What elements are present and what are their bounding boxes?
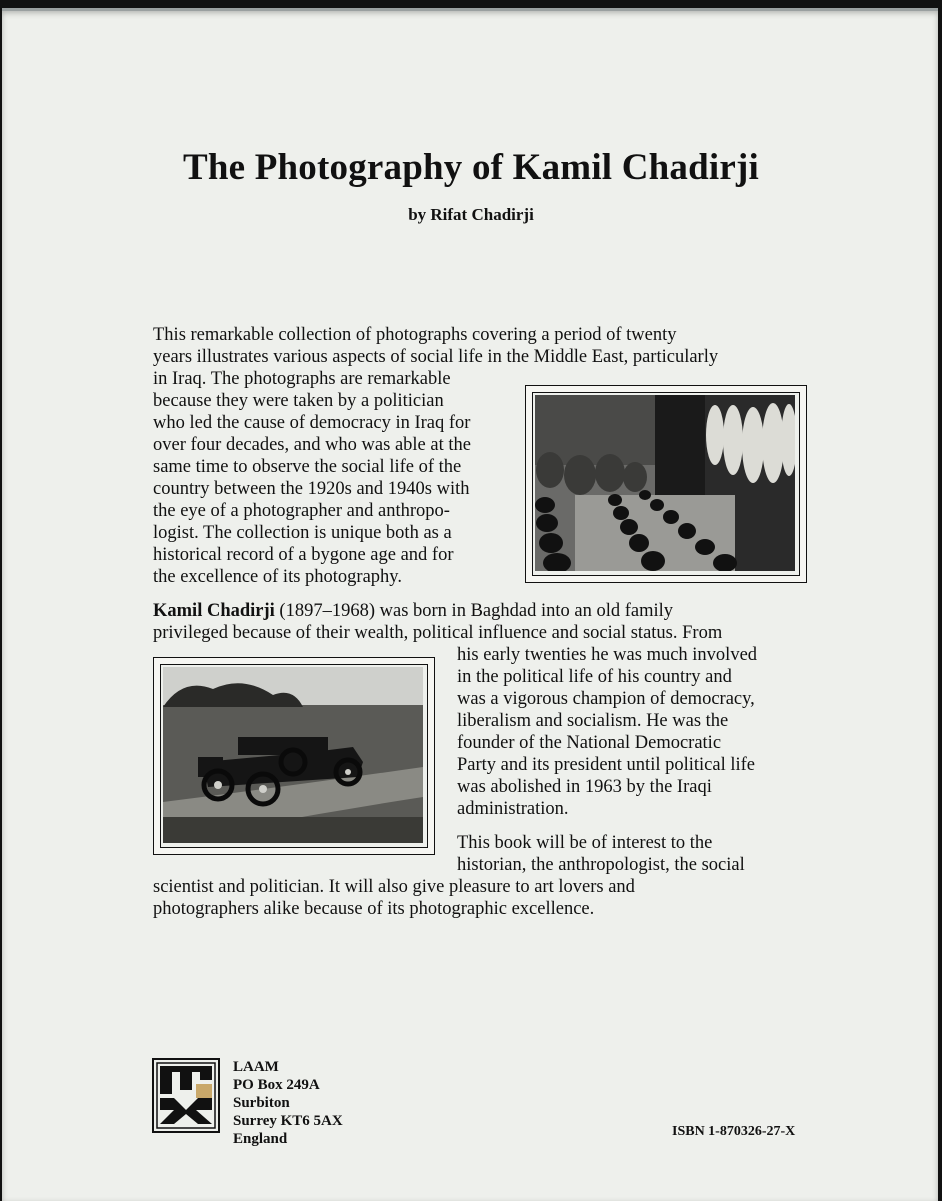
blurb-line: liberalism and socialism. He was the: [457, 711, 729, 731]
blurb-line: historical record of a bygone age and for: [153, 545, 454, 565]
book-title: The Photography of Kamil Chadirji: [182, 147, 760, 188]
photo-frame-pottery: [525, 385, 807, 583]
blurb-line: This remarkable collection of photographs covering a period of twenty: [153, 325, 677, 345]
isbn-number: ISBN 1-870326-27-X: [672, 1124, 796, 1139]
blurb-line: was a vigorous champion of democracy,: [457, 689, 755, 709]
blurb-line: his early twenties he was much involved: [457, 645, 758, 665]
publisher-name: LAAM: [233, 1059, 279, 1075]
photo-frame-car: [153, 657, 435, 855]
car-photo: [163, 667, 423, 843]
blurb-line: years illustrates various aspects of social life in the Middle East, particularly: [153, 347, 719, 367]
blurb-line: logist. The collection is unique both as a: [153, 523, 452, 543]
publisher-logo: [152, 1058, 220, 1133]
subject-name: Kamil Chadirji: [153, 601, 275, 621]
blurb-line: Kamil Chadirji (1897–1968) was born in Baghdad into an old family: [153, 601, 673, 621]
blurb-line: Party and its president until political life: [457, 755, 755, 775]
blurb-line: in the political life of his country and: [457, 667, 732, 687]
blurb-line: the eye of a photographer and anthropo-: [153, 501, 450, 521]
publisher-address-line: PO Box 249A: [233, 1077, 320, 1093]
blurb-line: photographers alike because of its photographic excellence.: [153, 899, 595, 919]
blurb-line: who led the cause of democracy in Iraq for: [153, 413, 471, 433]
blurb-line: This book will be of interest to the: [457, 833, 713, 853]
blurb-line: administration.: [457, 799, 569, 819]
publisher-address-line: England: [233, 1131, 288, 1147]
blurb-line: historian, the anthropologist, the social: [457, 855, 745, 875]
book-author: by Rifat Chadirji: [408, 205, 534, 224]
blurb-line: because they were taken by a politician: [153, 391, 444, 411]
blurb-line: privileged because of their wealth, political influence and social status. From: [153, 623, 723, 643]
blurb-line: was abolished in 1963 by the Iraqi: [457, 777, 712, 797]
publisher-address-line: Surbiton: [233, 1095, 290, 1111]
blurb-line: in Iraq. The photographs are remarkable: [153, 369, 451, 389]
publisher-address-line: Surrey KT6 5AX: [233, 1113, 343, 1129]
blurb-line: same time to observe the social life of the: [153, 457, 462, 477]
blurb-line: scientist and politician. It will also give pleasure to art lovers and: [153, 877, 635, 897]
blurb-line: country between the 1920s and 1940s with: [153, 479, 470, 499]
blurb-line: the excellence of its photography.: [153, 567, 402, 587]
blurb-line: over four decades, and who was able at the: [153, 435, 471, 455]
pottery-photo: [535, 395, 795, 571]
blurb-line: founder of the National Democratic: [457, 733, 722, 753]
